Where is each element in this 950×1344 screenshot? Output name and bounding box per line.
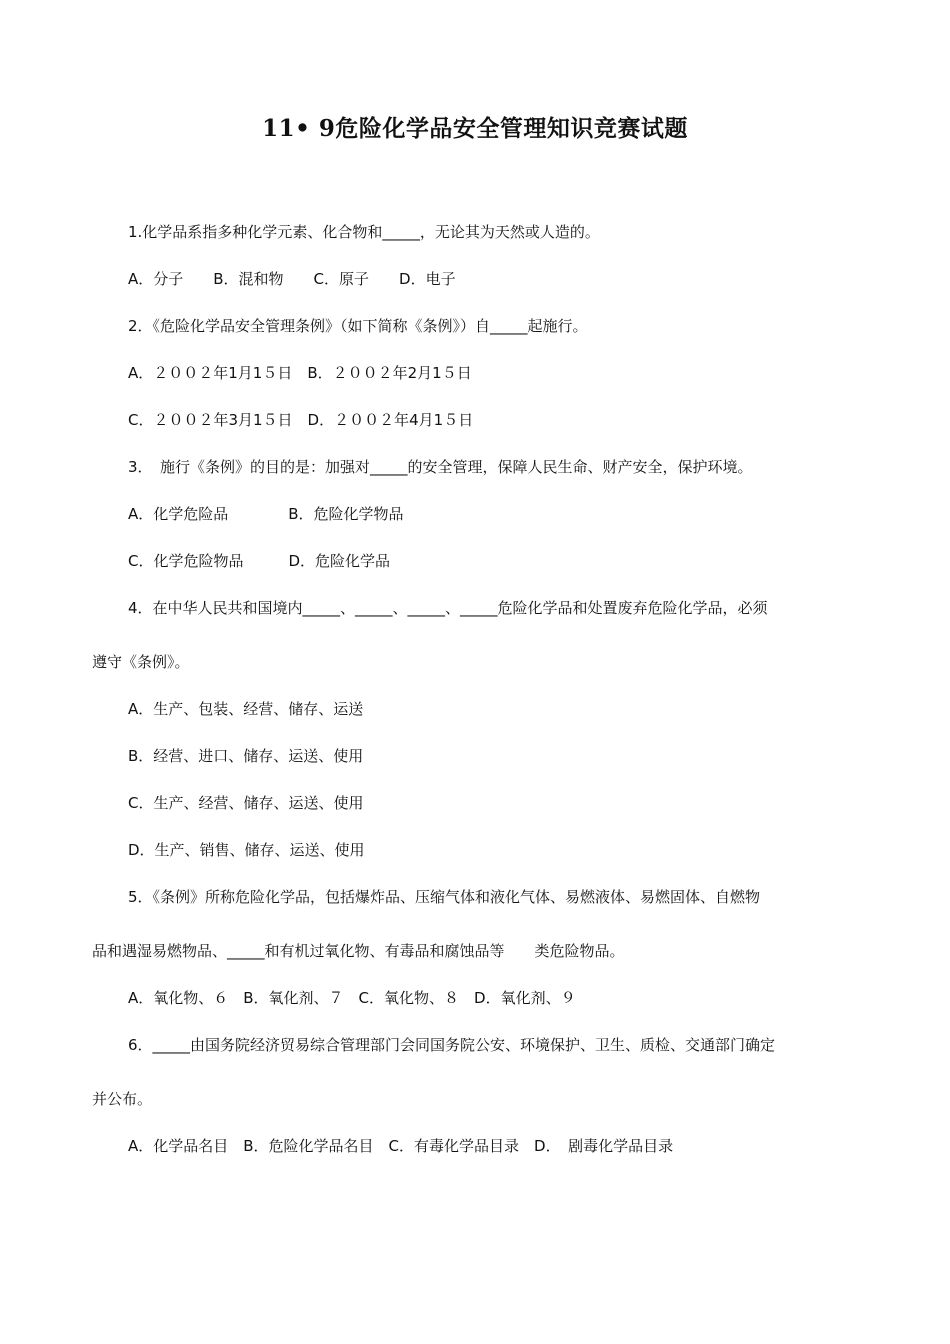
page-title: 11• 9危险化学品安全管理知识竞赛试题 [262,115,688,142]
question-6: 6．_____由国务院经济贸易综合管理部门会同国务院公安、环境保护、卫生、质检、交通部门确定 [128,1036,776,1054]
question-4-continued: 遵守《条例》。 [92,653,190,671]
question-4-option-b: B．经营、进口、储存、运送、使用 [128,747,364,765]
question-6-options: A．化学品名目 B．危险化学品名目 C．有毒化学品目录 D． 剧毒化学品目录 [128,1137,674,1155]
question-6-continued: 并公布。 [92,1090,153,1108]
question-4-option-a: A．生产、包装、经营、储存、运送 [128,700,364,718]
question-5: 5．《条例》所称危险化学品，包括爆炸品、压缩气体和液化气体、易燃液体、易燃固体、自燃物 [128,888,761,906]
question-4-option-c: C．生产、经营、储存、运送、使用 [128,794,364,812]
question-4-option-d: D．生产、销售、储存、运送、使用 [128,841,365,859]
question-2-options-cd: C．２００２年3月1５日 D．２００２年4月1５日 [128,411,474,429]
question-5-options: A．氧化物、６ B．氧化剂、７ C．氧化物、８ D．氧化剂、９ [128,989,576,1007]
question-4: 4．在中华人民共和国境内_____、_____、_____、_____危险化学品和处置废弃危险化学品，必须 [128,599,768,617]
question-1: 1.化学品系指多种化学元素、化合物和_____，无论其为天然或人造的。 [128,223,600,241]
question-3-options-ab: A．化学危险品 B．危险化学物品 [128,505,404,523]
question-1-options: A．分子 B．混和物 C．原子 D．电子 [128,270,456,288]
question-2: 2．《危险化学品安全管理条例》（如下简称《条例》）自_____起施行。 [128,317,588,335]
question-2-options-ab: A．２００２年1月1５日 B．２００２年2月1５日 [128,364,472,382]
question-3: 3． 施行《条例》的目的是：加强对_____的安全管理，保障人民生命、财产安全，保护环境。 [128,458,753,476]
question-3-options-cd: C．化学危险物品 D．危险化学品 [128,552,391,570]
question-5-continued: 品和遇湿易燃物品、_____和有机过氧化物、有毒品和腐蚀品等 类危险物品。 [92,942,625,960]
